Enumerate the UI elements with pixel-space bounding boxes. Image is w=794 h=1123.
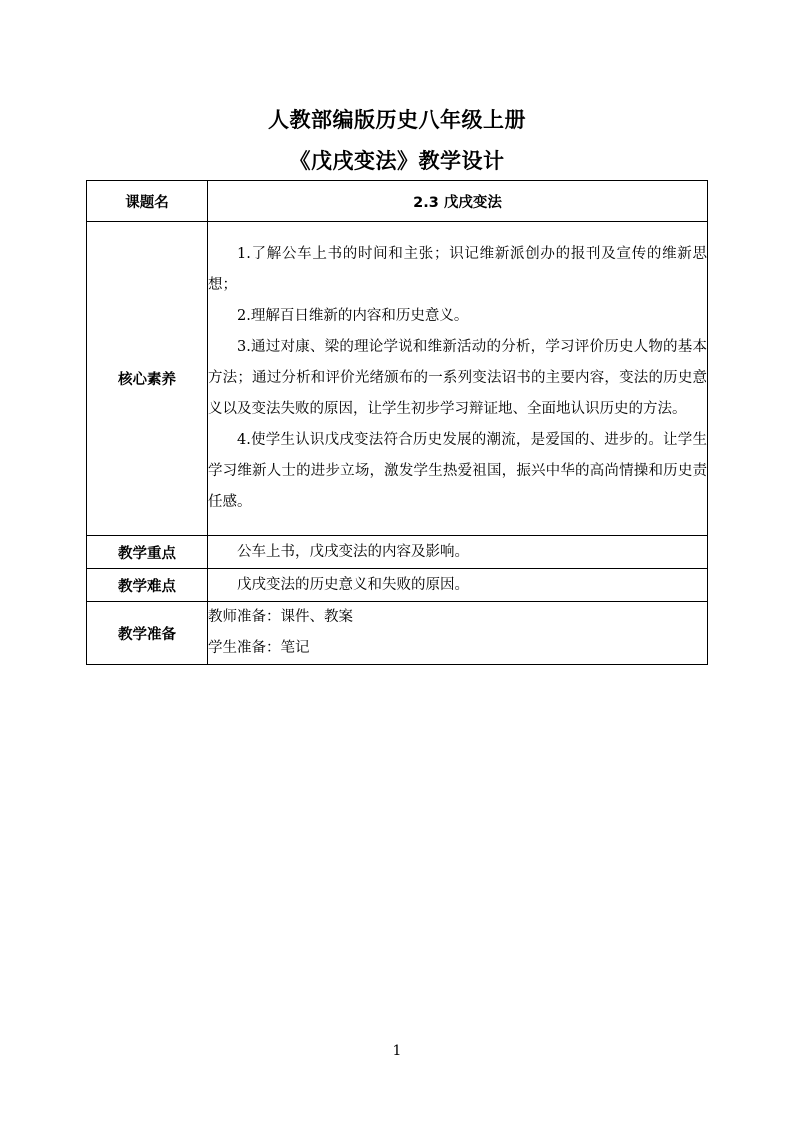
document-title: 人教部编版历史八年级上册 — [268, 108, 526, 132]
table-row-difficult-points — [87, 569, 708, 602]
difficult-points-label: 教学难点 — [87, 569, 208, 602]
table-row-key-points — [87, 536, 708, 569]
core-literacy-item-2: 2.理解百日维新的内容和历史意义。 — [237, 308, 469, 324]
core-literacy-label: 核心素养 — [87, 222, 208, 536]
key-points-label: 教学重点 — [87, 536, 208, 569]
table-row-core-literacy — [87, 222, 708, 536]
core-literacy-content — [208, 222, 708, 536]
teacher-preparation: 教师准备：课件、教案 — [208, 609, 353, 625]
document-subtitle: 《戊戌变法》教学设计 — [289, 149, 505, 173]
key-points-content — [208, 536, 708, 569]
difficult-points-text: 戊戌变法的历史意义和失败的原因。 — [237, 576, 469, 593]
topic-label: 课题名 — [87, 181, 208, 222]
page-number: 1 — [392, 1043, 402, 1059]
difficult-points-content — [208, 569, 708, 602]
table-row-preparation — [87, 602, 708, 665]
core-literacy-item-3: 3.通过对康、梁的理论学说和维新活动的分析，学习评价历史人物的基本方法；通过分析和评价光绪颁布的一系列变法诏书的主要内容，变法的历史意义以及变法失败的原因，让学生初步学习辩证地、全面地认识历史的方法。 — [208, 339, 707, 417]
topic-value: 2.3 戊戌变法 — [208, 181, 708, 222]
student-preparation: 学生准备：笔记 — [208, 640, 310, 656]
key-points-text: 公车上书，戊戌变法的内容及影响。 — [237, 543, 469, 560]
core-literacy-item-4: 4.使学生认识戊戌变法符合历史发展的潮流，是爱国的、进步的。让学生学习维新人士的进步立场，激发学生热爱祖国，振兴中华的高尚情操和历史责任感。 — [208, 432, 707, 510]
table-row-topic — [87, 181, 708, 222]
preparation-label: 教学准备 — [87, 602, 208, 665]
core-literacy-item-1: 1.了解公车上书的时间和主张；识记维新派创办的报刊及宣传的维新思想； — [208, 246, 707, 293]
preparation-content — [208, 602, 708, 665]
lesson-plan-table — [86, 180, 708, 665]
